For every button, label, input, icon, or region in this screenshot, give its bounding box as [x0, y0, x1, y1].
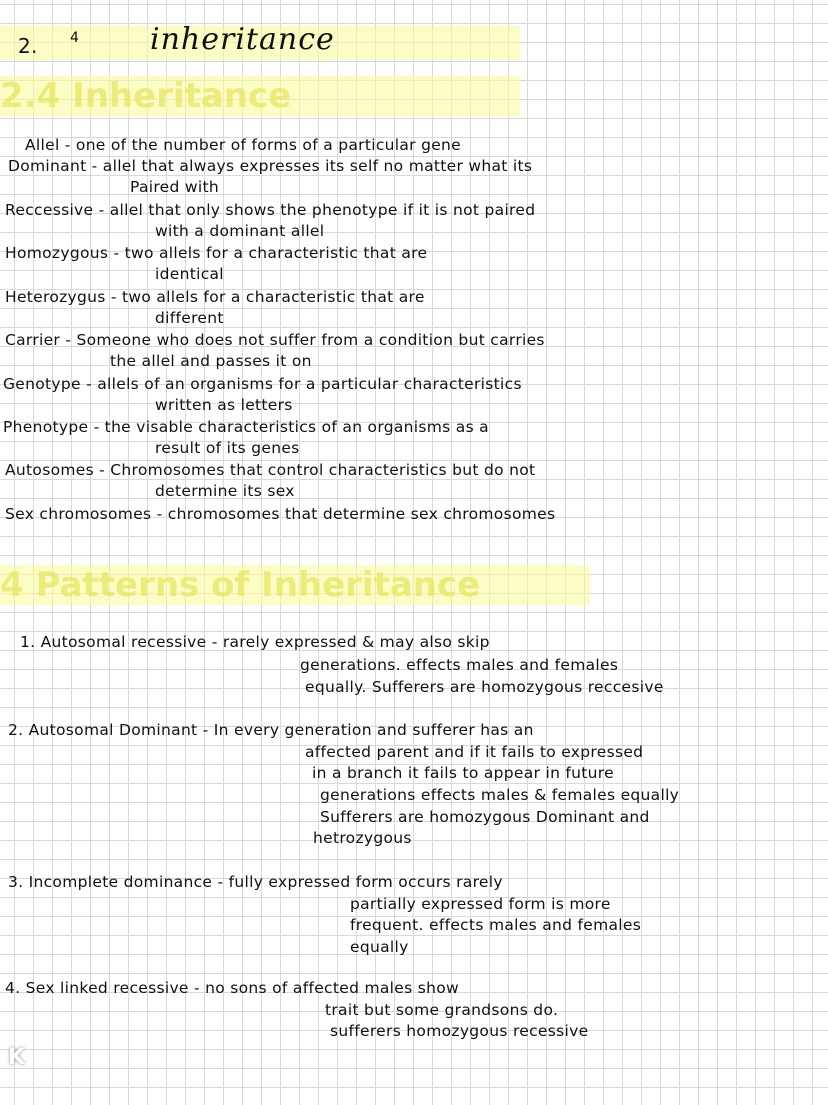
- section-heading: 4 Patterns of Inheritance: [0, 565, 590, 605]
- pattern-line: partially expressed form is more: [350, 895, 611, 913]
- pattern-line: trait but some grandsons do.: [325, 1001, 559, 1019]
- pattern-line: in a branch it fails to appear in future: [312, 764, 614, 782]
- definition-line: Reccessive - allel that only shows the phenotype if it is not paired: [5, 201, 536, 219]
- definition-line: Carrier - Someone who does not suffer from a condition but carries: [5, 331, 545, 349]
- title-number: 2.: [18, 34, 38, 58]
- app-logo: K: [8, 1045, 26, 1070]
- definition-line: written as letters: [155, 396, 293, 414]
- pattern-line: equally: [350, 938, 409, 956]
- definition-line: result of its genes: [155, 439, 300, 457]
- pattern-line: Sufferers are homozygous Dominant and: [320, 808, 650, 826]
- definition-line: with a dominant allel: [155, 222, 325, 240]
- title-script: inheritance: [150, 22, 335, 57]
- pattern-line: frequent. effects males and females: [350, 916, 642, 934]
- pattern-line: generations effects males & females equally: [320, 786, 680, 804]
- definition-line: Allel - one of the number of forms of a particular gene: [25, 136, 462, 154]
- definition-line: Sex chromosomes - chromosomes that determine sex chromosomes: [5, 505, 556, 523]
- title-marker: 4: [70, 30, 80, 46]
- definition-line: Paired with: [130, 178, 219, 196]
- definition-line: Dominant - allel that always expresses its self no matter what its: [8, 157, 533, 175]
- title-highlight: 2.4 Inheritance: [0, 76, 520, 116]
- pattern-line: 1. Autosomal recessive - rarely expressed & may also skip: [20, 633, 490, 651]
- definition-line: Autosomes - Chromosomes that control characteristics but do not: [5, 461, 536, 479]
- definition-line: Phenotype - the visable characteristics of an organisms as a: [3, 418, 489, 436]
- definition-line: identical: [155, 265, 224, 283]
- definition-line: different: [155, 309, 224, 327]
- pattern-line: hetrozygous: [313, 829, 412, 847]
- definition-line: determine its sex: [155, 482, 295, 500]
- pattern-line: 2. Autosomal Dominant - In every generation and sufferer has an: [8, 721, 534, 739]
- pattern-line: affected parent and if it fails to expressed: [305, 743, 644, 761]
- pattern-line: sufferers homozygous recessive: [330, 1022, 589, 1040]
- definition-line: Homozygous - two allels for a characteristic that are: [5, 244, 428, 262]
- definition-line: Genotype - allels of an organisms for a particular characteristics: [3, 375, 522, 393]
- definition-line: Heterozygus - two allels for a characteristic that are: [5, 288, 425, 306]
- pattern-line: equally. Sufferers are homozygous reccesive: [305, 678, 664, 696]
- definition-line: the allel and passes it on: [110, 352, 312, 370]
- pattern-line: generations. effects males and females: [300, 656, 619, 674]
- pattern-line: 4. Sex linked recessive - no sons of affected males show: [5, 979, 459, 997]
- pattern-line: 3. Incomplete dominance - fully expressed form occurs rarely: [8, 873, 503, 891]
